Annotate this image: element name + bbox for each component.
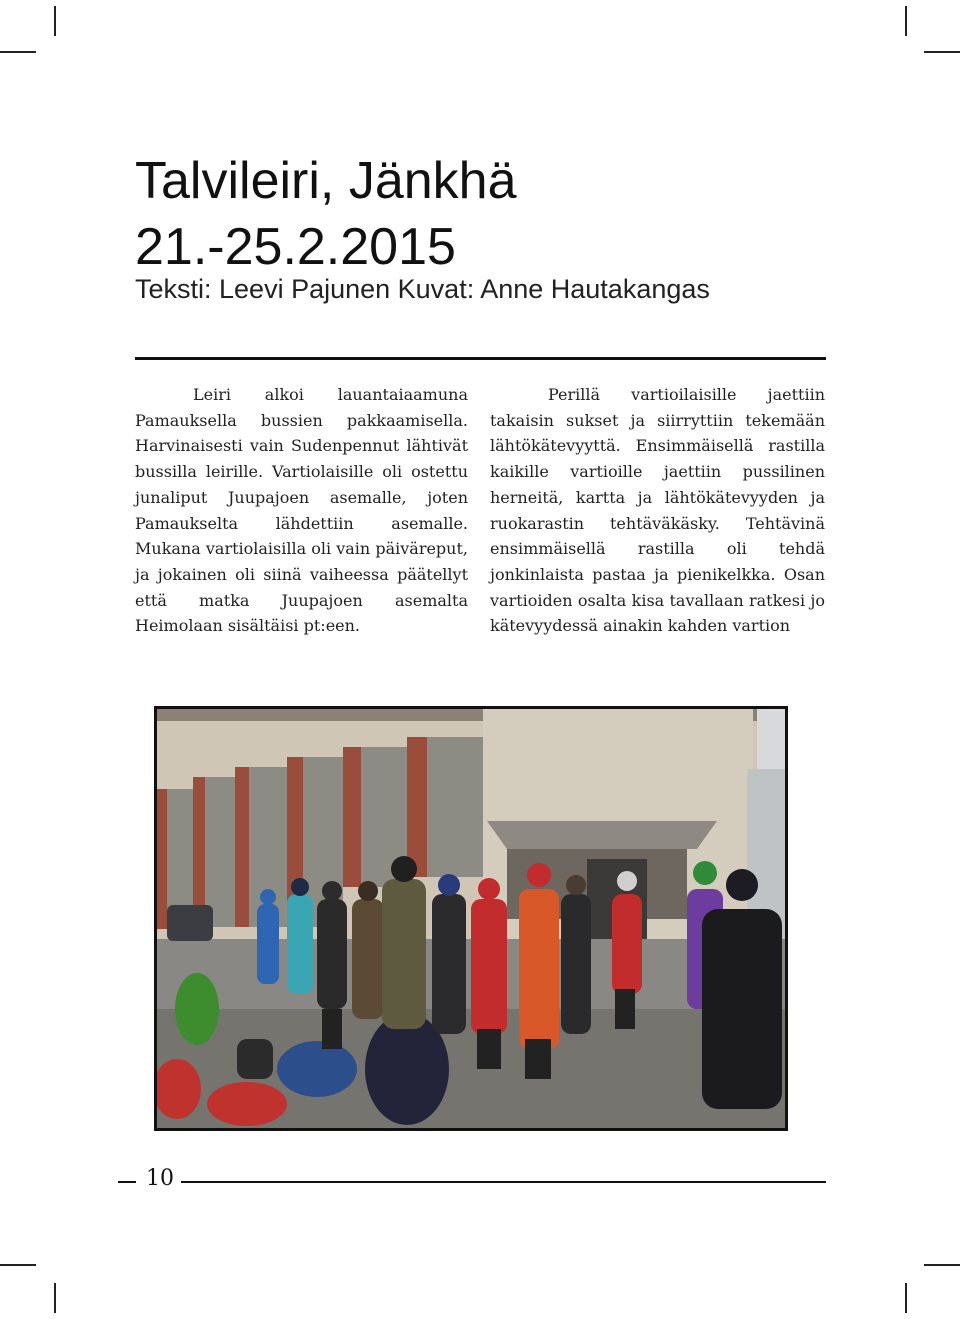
crop-mark (905, 1283, 907, 1313)
crop-mark (54, 6, 56, 36)
crop-mark (54, 1283, 56, 1313)
paragraph: Leiri alkoi lauantaiaamuna Pamauksella bussien pakkaamisella. Harvinaisesti vain Sudenpennut lähtivät bussilla leirille. Vartiolaisille oli ostettu junaliput Juupajoen asemalle, joten Pamaukselta lähdettiin asemalle. Mukana vartiolaisilla oli vain päiväreput, ja jokainen oli siinä vaiheessa päätellyt että matka Juupajoen asemalta Heimolaan sisältäisi pt:een. (135, 385, 468, 636)
crop-mark (924, 1264, 960, 1266)
header-divider (135, 357, 826, 360)
crop-mark (924, 51, 960, 53)
article-credits: Teksti: Leevi Pajunen Kuvat: Anne Hautakangas (135, 274, 710, 304)
crop-mark (0, 51, 36, 53)
footer-rule (118, 1181, 136, 1183)
paragraph: Perillä vartioilaisille jaettiin takaisin sukset ja siirryttiin tekemään lähtökätevyyttä. Ensimmäisellä rastilla kaikille vartioille jaettiin pussilinen herneitä, kartta ja lähtökätevyyden ja ruokarastin tehtäväkäsky. Tehtävinä ensimmäisellä rastilla oli tehdä jonkinlaista pastaa ja pienikelkka. Osan vartioiden osalta kisa tavallaan ratkesi jo kätevyydessä ainakin kahden vartion (490, 385, 825, 636)
page-number: 10 (146, 1166, 174, 1191)
footer-rule (181, 1181, 826, 1183)
article-title: Talvileiri, Jänkhä 21.-25.2.2015 (135, 152, 517, 276)
crop-mark (905, 6, 907, 36)
text-column-left (135, 382, 468, 639)
group-photo (154, 706, 788, 1131)
crop-mark (0, 1264, 36, 1266)
text-column-right (490, 382, 825, 639)
